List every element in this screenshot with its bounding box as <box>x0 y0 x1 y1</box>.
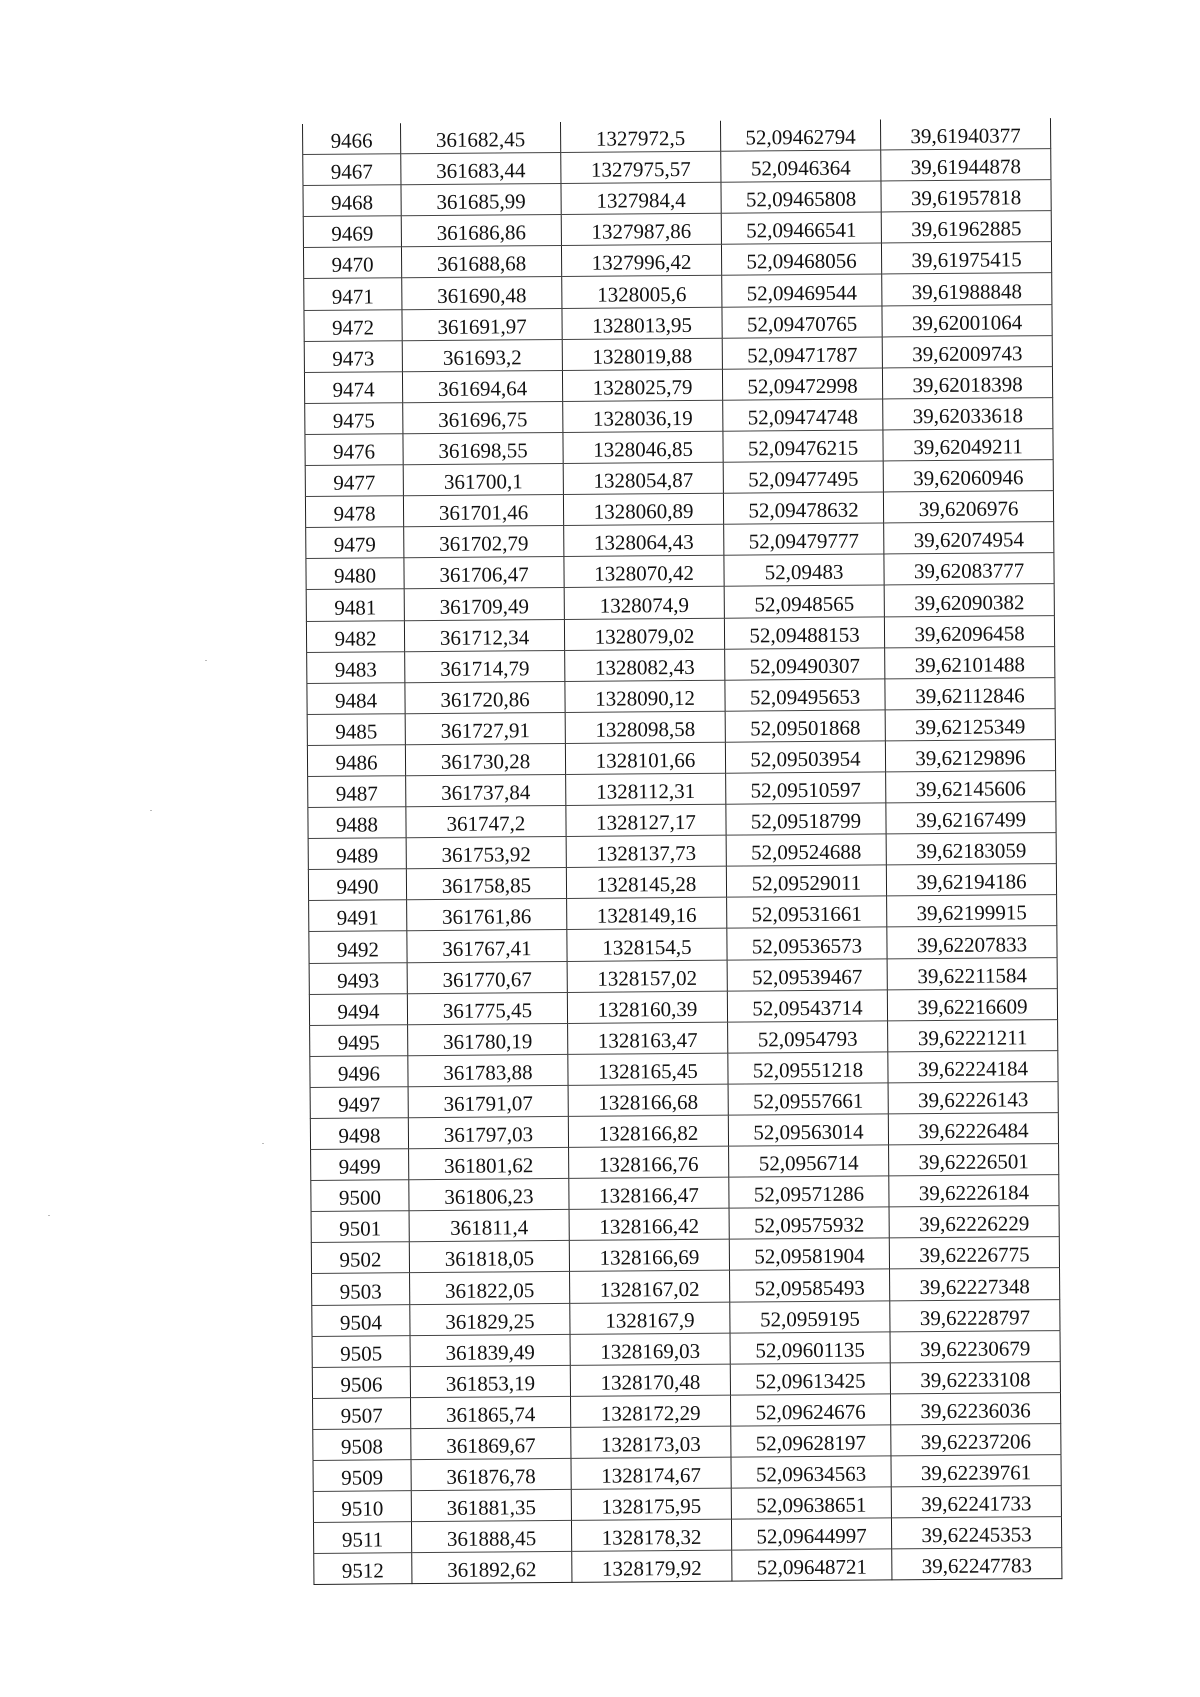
point-number-cell: 9500 <box>311 1180 409 1212</box>
x-coordinate-cell: 361801,62 <box>409 1148 569 1180</box>
x-coordinate-cell: 361761,86 <box>407 899 567 931</box>
latitude-cell: 52,09470765 <box>722 306 882 338</box>
x-coordinate-cell: 361685,99 <box>401 184 561 216</box>
point-number-cell: 9505 <box>312 1335 410 1367</box>
x-coordinate-cell: 361876,78 <box>411 1458 571 1490</box>
x-coordinate-cell: 361691,97 <box>402 308 562 340</box>
longitude-cell: 39,62060946 <box>883 460 1053 492</box>
longitude-cell: 39,62074954 <box>884 522 1054 554</box>
point-number-cell: 9496 <box>310 1056 408 1088</box>
point-number-cell: 9476 <box>305 434 403 466</box>
latitude-cell: 52,0954793 <box>728 1021 888 1053</box>
latitude-cell: 52,09529011 <box>726 865 886 897</box>
latitude-cell: 52,09479777 <box>724 523 884 555</box>
x-coordinate-cell: 361686,86 <box>401 215 561 247</box>
latitude-cell: 52,09531661 <box>727 896 887 928</box>
longitude-cell: 39,62049211 <box>883 429 1053 461</box>
x-coordinate-cell: 361829,25 <box>410 1303 570 1335</box>
table-row <box>308 771 1056 808</box>
table-row <box>305 460 1053 497</box>
table-row <box>304 273 1052 310</box>
x-coordinate-cell: 361865,74 <box>411 1396 571 1428</box>
y-coordinate-cell: 1328179,92 <box>572 1550 732 1582</box>
table-row <box>314 1548 1062 1585</box>
y-coordinate-cell: 1328178,32 <box>571 1519 731 1551</box>
x-coordinate-cell: 361698,55 <box>403 432 563 464</box>
x-coordinate-cell: 361688,68 <box>401 246 561 278</box>
x-coordinate-cell: 361811,4 <box>409 1210 569 1242</box>
y-coordinate-cell: 1328166,76 <box>569 1146 729 1178</box>
x-coordinate-cell: 361753,92 <box>406 837 566 869</box>
latitude-cell: 52,09571286 <box>729 1176 889 1208</box>
y-coordinate-cell: 1328127,17 <box>566 804 726 836</box>
point-number-cell: 9471 <box>304 278 402 310</box>
point-number-cell: 9493 <box>309 962 407 994</box>
longitude-cell: 39,62224184 <box>888 1050 1058 1082</box>
latitude-cell: 52,09472998 <box>722 368 882 400</box>
x-coordinate-cell: 361783,88 <box>408 1054 568 1086</box>
longitude-cell: 39,62125349 <box>885 708 1055 740</box>
table-row <box>307 739 1055 776</box>
latitude-cell: 52,09503954 <box>725 741 885 773</box>
point-number-cell: 9492 <box>309 931 407 963</box>
table-row <box>307 646 1055 683</box>
y-coordinate-cell: 1328166,42 <box>569 1208 729 1240</box>
table-row <box>306 615 1054 652</box>
y-coordinate-cell: 1328169,03 <box>570 1333 730 1365</box>
point-number-cell: 9481 <box>306 589 404 621</box>
point-number-cell: 9510 <box>313 1491 411 1523</box>
y-coordinate-cell: 1328064,43 <box>564 524 724 556</box>
table-row <box>303 211 1051 248</box>
table-row <box>307 677 1055 714</box>
x-coordinate-cell: 361758,85 <box>406 868 566 900</box>
latitude-cell: 52,09634563 <box>731 1456 891 1488</box>
scan-speck <box>205 660 207 661</box>
x-coordinate-cell: 361747,2 <box>406 806 566 838</box>
latitude-cell: 52,09462794 <box>720 119 880 151</box>
latitude-cell: 52,09644997 <box>731 1518 891 1550</box>
latitude-cell: 52,09465808 <box>721 181 881 213</box>
longitude-cell: 39,62226501 <box>889 1144 1059 1176</box>
point-number-cell: 9489 <box>308 838 406 870</box>
longitude-cell: 39,61962885 <box>881 211 1051 243</box>
latitude-cell: 52,09601135 <box>730 1332 890 1364</box>
x-coordinate-cell: 361853,19 <box>410 1365 570 1397</box>
table-row <box>312 1299 1060 1336</box>
longitude-cell: 39,62207833 <box>887 926 1057 958</box>
longitude-cell: 39,62129896 <box>885 739 1055 771</box>
y-coordinate-cell: 1328090,12 <box>565 680 725 712</box>
table-row <box>306 522 1054 559</box>
latitude-cell: 52,09543714 <box>727 990 887 1022</box>
point-number-cell: 9511 <box>313 1522 411 1554</box>
table-row <box>303 242 1051 279</box>
x-coordinate-cell: 361797,03 <box>408 1116 568 1148</box>
latitude-cell: 52,09495653 <box>725 679 885 711</box>
longitude-cell: 39,61957818 <box>881 180 1051 212</box>
point-number-cell: 9474 <box>304 371 402 403</box>
point-number-cell: 9484 <box>307 682 405 714</box>
longitude-cell: 39,62241733 <box>891 1486 1061 1518</box>
table-row <box>311 1206 1059 1243</box>
x-coordinate-cell: 361791,07 <box>408 1085 568 1117</box>
latitude-cell: 52,09628197 <box>731 1425 891 1457</box>
table-row <box>309 957 1057 994</box>
x-coordinate-cell: 361709,49 <box>404 588 564 620</box>
y-coordinate-cell: 1328172,29 <box>571 1395 731 1427</box>
table-row <box>304 304 1052 341</box>
table-row <box>306 584 1054 621</box>
y-coordinate-cell: 1328174,67 <box>571 1457 731 1489</box>
longitude-cell: 39,62216609 <box>887 988 1057 1020</box>
x-coordinate-cell: 361694,64 <box>402 370 562 402</box>
longitude-cell: 39,62247783 <box>892 1548 1062 1580</box>
latitude-cell: 52,09638651 <box>731 1487 891 1519</box>
point-number-cell: 9467 <box>303 154 401 186</box>
x-coordinate-cell: 361702,79 <box>404 526 564 558</box>
point-number-cell: 9506 <box>312 1366 410 1398</box>
longitude-cell: 39,62145606 <box>886 771 1056 803</box>
table-row <box>313 1517 1061 1554</box>
y-coordinate-cell: 1328163,47 <box>568 1022 728 1054</box>
point-number-cell: 9501 <box>311 1211 409 1243</box>
latitude-cell: 52,09510597 <box>726 772 886 804</box>
longitude-cell: 39,62237206 <box>891 1424 1061 1456</box>
y-coordinate-cell: 1328167,9 <box>570 1302 730 1334</box>
point-number-cell: 9488 <box>308 807 406 839</box>
point-number-cell: 9507 <box>313 1398 411 1430</box>
x-coordinate-cell: 361818,05 <box>409 1241 569 1273</box>
table-row <box>303 149 1051 186</box>
latitude-cell: 52,09524688 <box>726 834 886 866</box>
latitude-cell: 52,09488153 <box>724 616 884 648</box>
table-row <box>303 180 1051 217</box>
y-coordinate-cell: 1328046,85 <box>563 431 723 463</box>
longitude-cell: 39,62194186 <box>886 864 1056 896</box>
table-row <box>308 833 1056 870</box>
point-number-cell: 9499 <box>311 1149 409 1181</box>
scan-speck <box>150 810 152 811</box>
point-number-cell: 9491 <box>309 900 407 932</box>
latitude-cell: 52,09624676 <box>730 1394 890 1426</box>
table-row <box>305 397 1053 434</box>
table-row <box>313 1455 1061 1492</box>
table-row <box>313 1486 1061 1523</box>
table-row <box>309 988 1057 1025</box>
scan-speck <box>262 1143 264 1144</box>
longitude-cell: 39,62245353 <box>891 1517 1061 1549</box>
latitude-cell: 52,09575932 <box>729 1207 889 1239</box>
point-number-cell: 9470 <box>303 247 401 279</box>
table-row <box>306 553 1054 590</box>
latitude-cell: 52,09613425 <box>730 1363 890 1395</box>
y-coordinate-cell: 1328036,19 <box>563 400 723 432</box>
latitude-cell: 52,09466541 <box>721 212 881 244</box>
y-coordinate-cell: 1328098,58 <box>565 711 725 743</box>
point-number-cell: 9483 <box>307 651 405 683</box>
longitude-cell: 39,62018398 <box>882 366 1052 398</box>
point-number-cell: 9494 <box>309 993 407 1025</box>
longitude-cell: 39,62009743 <box>882 335 1052 367</box>
x-coordinate-cell: 361693,2 <box>402 339 562 371</box>
longitude-cell: 39,62211584 <box>887 957 1057 989</box>
point-number-cell: 9468 <box>303 185 401 217</box>
y-coordinate-cell: 1328013,95 <box>562 307 722 339</box>
x-coordinate-cell: 361706,47 <box>404 557 564 589</box>
x-coordinate-cell: 361780,19 <box>408 1023 568 1055</box>
latitude-cell: 52,09563014 <box>728 1114 888 1146</box>
longitude-cell: 39,62230679 <box>890 1330 1060 1362</box>
longitude-cell: 39,62221211 <box>888 1019 1058 1051</box>
y-coordinate-cell: 1328079,02 <box>564 618 724 650</box>
y-coordinate-cell: 1328157,02 <box>567 960 727 992</box>
point-number-cell: 9466 <box>302 123 400 154</box>
y-coordinate-cell: 1328149,16 <box>567 898 727 930</box>
table-row <box>308 864 1056 901</box>
y-coordinate-cell: 1328166,68 <box>568 1084 728 1116</box>
x-coordinate-cell: 361881,35 <box>411 1490 571 1522</box>
y-coordinate-cell: 1328005,6 <box>562 276 722 308</box>
x-coordinate-cell: 361696,75 <box>403 401 563 433</box>
y-coordinate-cell: 1328112,31 <box>566 773 726 805</box>
longitude-cell: 39,62183059 <box>886 833 1056 865</box>
y-coordinate-cell: 1328137,73 <box>566 835 726 867</box>
point-number-cell: 9477 <box>305 465 403 497</box>
point-number-cell: 9480 <box>306 558 404 590</box>
longitude-cell: 39,62236036 <box>890 1392 1060 1424</box>
longitude-cell: 39,62226775 <box>889 1237 1059 1269</box>
table-row <box>310 1113 1058 1150</box>
y-coordinate-cell: 1328166,82 <box>568 1115 728 1147</box>
table-row <box>310 1019 1058 1056</box>
y-coordinate-cell: 1327975,57 <box>561 151 721 183</box>
latitude-cell: 52,0956714 <box>729 1145 889 1177</box>
point-number-cell: 9482 <box>306 620 404 652</box>
point-number-cell: 9508 <box>313 1429 411 1461</box>
latitude-cell: 52,0959195 <box>730 1300 890 1332</box>
x-coordinate-cell: 361682,45 <box>400 122 560 154</box>
table-row <box>308 802 1056 839</box>
y-coordinate-cell: 1327996,42 <box>561 245 721 277</box>
point-number-cell: 9490 <box>308 869 406 901</box>
y-coordinate-cell: 1328101,66 <box>565 742 725 774</box>
y-coordinate-cell: 1328170,48 <box>570 1364 730 1396</box>
x-coordinate-cell: 361839,49 <box>410 1334 570 1366</box>
latitude-cell: 52,09539467 <box>727 958 887 990</box>
x-coordinate-cell: 361700,1 <box>403 463 563 495</box>
latitude-cell: 52,09536573 <box>727 927 887 959</box>
x-coordinate-cell: 361727,91 <box>405 712 565 744</box>
table-row <box>311 1237 1059 1274</box>
longitude-cell: 39,62096458 <box>884 615 1054 647</box>
x-coordinate-cell: 361720,86 <box>405 681 565 713</box>
coordinates-table <box>302 118 1062 1585</box>
x-coordinate-cell: 361690,48 <box>402 277 562 309</box>
table-row <box>305 491 1053 528</box>
y-coordinate-cell: 1328173,03 <box>571 1426 731 1458</box>
y-coordinate-cell: 1328074,9 <box>564 587 724 619</box>
y-coordinate-cell: 1328160,39 <box>567 991 727 1023</box>
longitude-cell: 39,62226143 <box>888 1081 1058 1113</box>
x-coordinate-cell: 361892,62 <box>412 1552 572 1584</box>
table-row <box>312 1361 1060 1398</box>
longitude-cell: 39,62228797 <box>890 1299 1060 1331</box>
latitude-cell: 52,09551218 <box>728 1052 888 1084</box>
latitude-cell: 52,0948565 <box>724 585 884 617</box>
x-coordinate-cell: 361730,28 <box>405 743 565 775</box>
point-number-cell: 9486 <box>307 745 405 777</box>
table-row <box>304 335 1052 372</box>
x-coordinate-cell: 361737,84 <box>406 774 566 806</box>
point-number-cell: 9485 <box>307 713 405 745</box>
y-coordinate-cell: 1328054,87 <box>563 462 723 494</box>
longitude-cell: 39,62090382 <box>884 584 1054 616</box>
latitude-cell: 52,09478632 <box>723 492 883 524</box>
table-row <box>312 1268 1060 1305</box>
y-coordinate-cell: 1328154,5 <box>567 929 727 961</box>
longitude-cell: 39,62112846 <box>885 677 1055 709</box>
point-number-cell: 9512 <box>314 1553 412 1585</box>
x-coordinate-cell: 361714,79 <box>405 650 565 682</box>
longitude-cell: 39,62033618 <box>883 397 1053 429</box>
latitude-cell: 52,09581904 <box>729 1238 889 1270</box>
latitude-cell: 52,09557661 <box>728 1083 888 1115</box>
longitude-cell: 39,62233108 <box>890 1361 1060 1393</box>
latitude-cell: 52,0946364 <box>721 150 881 182</box>
table-row <box>313 1392 1061 1429</box>
x-coordinate-cell: 361869,67 <box>411 1427 571 1459</box>
point-number-cell: 9495 <box>310 1024 408 1056</box>
longitude-cell: 39,61988848 <box>882 273 1052 305</box>
x-coordinate-cell: 361770,67 <box>407 961 567 993</box>
y-coordinate-cell: 1328167,02 <box>570 1271 730 1303</box>
longitude-cell: 39,61940377 <box>880 118 1050 150</box>
y-coordinate-cell: 1328025,79 <box>562 369 722 401</box>
point-number-cell: 9503 <box>312 1273 410 1305</box>
longitude-cell: 39,62101488 <box>885 646 1055 678</box>
y-coordinate-cell: 1328166,69 <box>569 1240 729 1272</box>
table-row <box>310 1081 1058 1118</box>
table-row <box>311 1144 1059 1181</box>
x-coordinate-cell: 361712,34 <box>404 619 564 651</box>
y-coordinate-cell: 1328019,88 <box>562 338 722 370</box>
latitude-cell: 52,09490307 <box>725 648 885 680</box>
x-coordinate-cell: 361683,44 <box>401 153 561 185</box>
x-coordinate-cell: 361822,05 <box>410 1272 570 1304</box>
y-coordinate-cell: 1328145,28 <box>566 866 726 898</box>
point-number-cell: 9497 <box>310 1087 408 1119</box>
y-coordinate-cell: 1327972,5 <box>560 121 720 153</box>
point-number-cell: 9487 <box>308 776 406 808</box>
point-number-cell: 9478 <box>305 496 403 528</box>
y-coordinate-cell: 1328082,43 <box>565 649 725 681</box>
latitude-cell: 52,09501868 <box>725 710 885 742</box>
longitude-cell: 39,62083777 <box>884 553 1054 585</box>
latitude-cell: 52,09483 <box>724 554 884 586</box>
table-row <box>311 1175 1059 1212</box>
longitude-cell: 39,62227348 <box>890 1268 1060 1300</box>
longitude-cell: 39,62167499 <box>886 802 1056 834</box>
latitude-cell: 52,09518799 <box>726 803 886 835</box>
x-coordinate-cell: 361888,45 <box>411 1521 571 1553</box>
table-row <box>312 1330 1060 1367</box>
longitude-cell: 39,61975415 <box>881 242 1051 274</box>
table-row <box>310 1050 1058 1087</box>
longitude-cell: 39,62226229 <box>889 1206 1059 1238</box>
point-number-cell: 9504 <box>312 1304 410 1336</box>
point-number-cell: 9498 <box>310 1118 408 1150</box>
y-coordinate-cell: 1328175,95 <box>571 1488 731 1520</box>
table-row <box>309 895 1057 932</box>
point-number-cell: 9472 <box>304 309 402 341</box>
point-number-cell: 9509 <box>313 1460 411 1492</box>
longitude-cell: 39,6206976 <box>883 491 1053 523</box>
point-number-cell: 9475 <box>305 403 403 435</box>
latitude-cell: 52,09469544 <box>722 274 882 306</box>
longitude-cell: 39,62226484 <box>888 1113 1058 1145</box>
table-row <box>307 708 1055 745</box>
x-coordinate-cell: 361701,46 <box>403 495 563 527</box>
point-number-cell: 9479 <box>306 527 404 559</box>
latitude-cell: 52,09585493 <box>730 1269 890 1301</box>
point-number-cell: 9502 <box>311 1242 409 1274</box>
coordinates-table-body <box>302 118 1061 1585</box>
latitude-cell: 52,09471787 <box>722 337 882 369</box>
point-number-cell: 9473 <box>304 340 402 372</box>
latitude-cell: 52,09476215 <box>723 430 883 462</box>
y-coordinate-cell: 1328070,42 <box>564 556 724 588</box>
longitude-cell: 39,61944878 <box>881 149 1051 181</box>
longitude-cell: 39,62226184 <box>889 1175 1059 1207</box>
latitude-cell: 52,09468056 <box>721 243 881 275</box>
table-row <box>304 366 1052 403</box>
x-coordinate-cell: 361767,41 <box>407 930 567 962</box>
longitude-cell: 39,62199915 <box>887 895 1057 927</box>
latitude-cell: 52,09648721 <box>732 1549 892 1581</box>
x-coordinate-cell: 361775,45 <box>407 992 567 1024</box>
table-row <box>313 1424 1061 1461</box>
latitude-cell: 52,09477495 <box>723 461 883 493</box>
scan-speck <box>48 1215 50 1216</box>
y-coordinate-cell: 1328060,89 <box>563 493 723 525</box>
table-row <box>305 429 1053 466</box>
y-coordinate-cell: 1328165,45 <box>568 1053 728 1085</box>
y-coordinate-cell: 1327984,4 <box>561 182 721 214</box>
y-coordinate-cell: 1328166,47 <box>569 1177 729 1209</box>
y-coordinate-cell: 1327987,86 <box>561 213 721 245</box>
longitude-cell: 39,62239761 <box>891 1455 1061 1487</box>
x-coordinate-cell: 361806,23 <box>409 1179 569 1211</box>
table-row <box>309 926 1057 963</box>
latitude-cell: 52,09474748 <box>723 399 883 431</box>
point-number-cell: 9469 <box>303 216 401 248</box>
longitude-cell: 39,62001064 <box>882 304 1052 336</box>
